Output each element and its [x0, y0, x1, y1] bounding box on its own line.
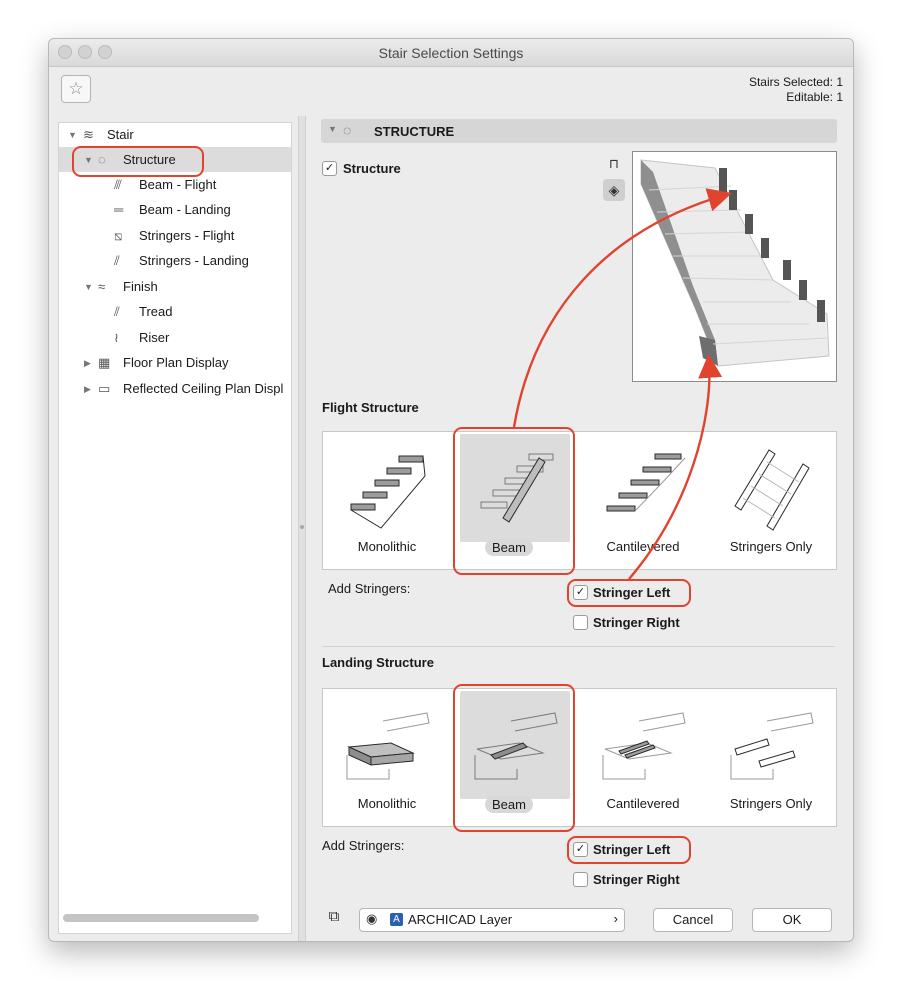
option-label: Monolithic	[357, 796, 417, 811]
option-label: Beam	[485, 539, 533, 556]
option-label: Beam	[485, 796, 533, 813]
checkbox-label: Stringer Left	[593, 585, 671, 600]
3d-view-icon[interactable]: ◈	[603, 179, 625, 201]
tree-label: Riser	[139, 330, 170, 345]
tree-label: Floor Plan Display	[123, 355, 229, 370]
checkbox-label: Structure	[343, 161, 401, 176]
tread-icon: ⫽	[114, 304, 120, 319]
structure-icon: ◌	[343, 122, 352, 138]
section-title: STRUCTURE	[374, 124, 455, 139]
eye-icon[interactable]: ◉	[366, 911, 378, 926]
checkbox-label: Stringer Right	[593, 615, 680, 630]
beam-landing-icon: ═	[114, 202, 124, 217]
option-label: Stringers Only	[729, 539, 813, 554]
checkbox-label: Stringer Right	[593, 872, 680, 887]
window-title: Stair Selection Settings	[378, 45, 524, 61]
checkmark-icon: ✓	[573, 585, 588, 600]
tree-label: Tread	[139, 304, 173, 319]
stair-icon: ≋	[83, 127, 94, 142]
tree-label: Structure	[123, 152, 176, 167]
option-label: Monolithic	[357, 539, 417, 554]
tree-label: Stringers - Landing	[139, 253, 249, 268]
tree-label: Beam - Flight	[139, 177, 217, 192]
stringers-landing-icon: ⫽	[114, 253, 120, 268]
option-label: Cantilevered	[606, 796, 680, 811]
disclosure-closed-icon[interactable]: ▶	[84, 384, 91, 394]
tree-label: Stringers - Flight	[139, 228, 235, 243]
floor-plan-icon: ▦	[98, 355, 111, 370]
ok-button[interactable]: OK	[752, 908, 832, 932]
stringers-flight-icon: ⧅	[114, 228, 123, 243]
flight-add-stringers-label: Add Stringers:	[328, 581, 411, 596]
chevron-right-icon: ›	[613, 911, 618, 926]
cancel-button[interactable]: Cancel	[653, 908, 733, 932]
tree-label: Reflected Ceiling Plan Displ	[123, 381, 284, 396]
disclosure-closed-icon[interactable]: ▶	[84, 358, 91, 368]
disclosure-open-icon[interactable]: ▼	[84, 282, 93, 292]
ceiling-plan-icon: ▭	[98, 381, 111, 396]
star-icon: ☆	[68, 79, 84, 98]
landing-structure-heading: Landing Structure	[322, 655, 434, 670]
disclosure-open-icon[interactable]: ▼	[84, 155, 93, 165]
checkmark-icon: ✓	[322, 161, 337, 176]
option-label: Stringers Only	[729, 796, 813, 811]
beam-flight-icon: ⫻	[114, 177, 122, 192]
arrow-to-stringer	[629, 361, 709, 579]
arrow-to-beam	[514, 195, 725, 427]
landing-add-stringers-label: Add Stringers:	[322, 838, 405, 853]
checkbox-label: Stringer Left	[593, 842, 671, 857]
structure-icon: ◌	[98, 152, 106, 167]
layer-name: ARCHICAD Layer	[408, 912, 513, 927]
layer-icon: A	[390, 913, 403, 926]
layers-icon[interactable]: ⧉	[328, 908, 340, 925]
stairs-selected-count: Stairs Selected: 1	[748, 75, 843, 89]
disclosure-open-icon[interactable]: ▼	[68, 130, 77, 140]
plan-view-icon[interactable]: ⊓	[608, 156, 620, 171]
riser-icon: ≀	[114, 330, 119, 345]
tree-label: Beam - Landing	[139, 202, 231, 217]
finish-icon: ≈	[98, 279, 106, 294]
disclosure-open-icon[interactable]: ▼	[328, 124, 337, 134]
annotation-arrows	[49, 39, 853, 941]
flight-structure-heading: Flight Structure	[322, 400, 419, 415]
editable-count: Editable: 1	[786, 90, 843, 104]
option-label: Cantilevered	[606, 539, 680, 554]
tree-label: Finish	[123, 279, 158, 294]
tree-label: Stair	[107, 127, 134, 142]
dialog-window	[48, 38, 854, 942]
checkmark-icon: ✓	[573, 842, 588, 857]
